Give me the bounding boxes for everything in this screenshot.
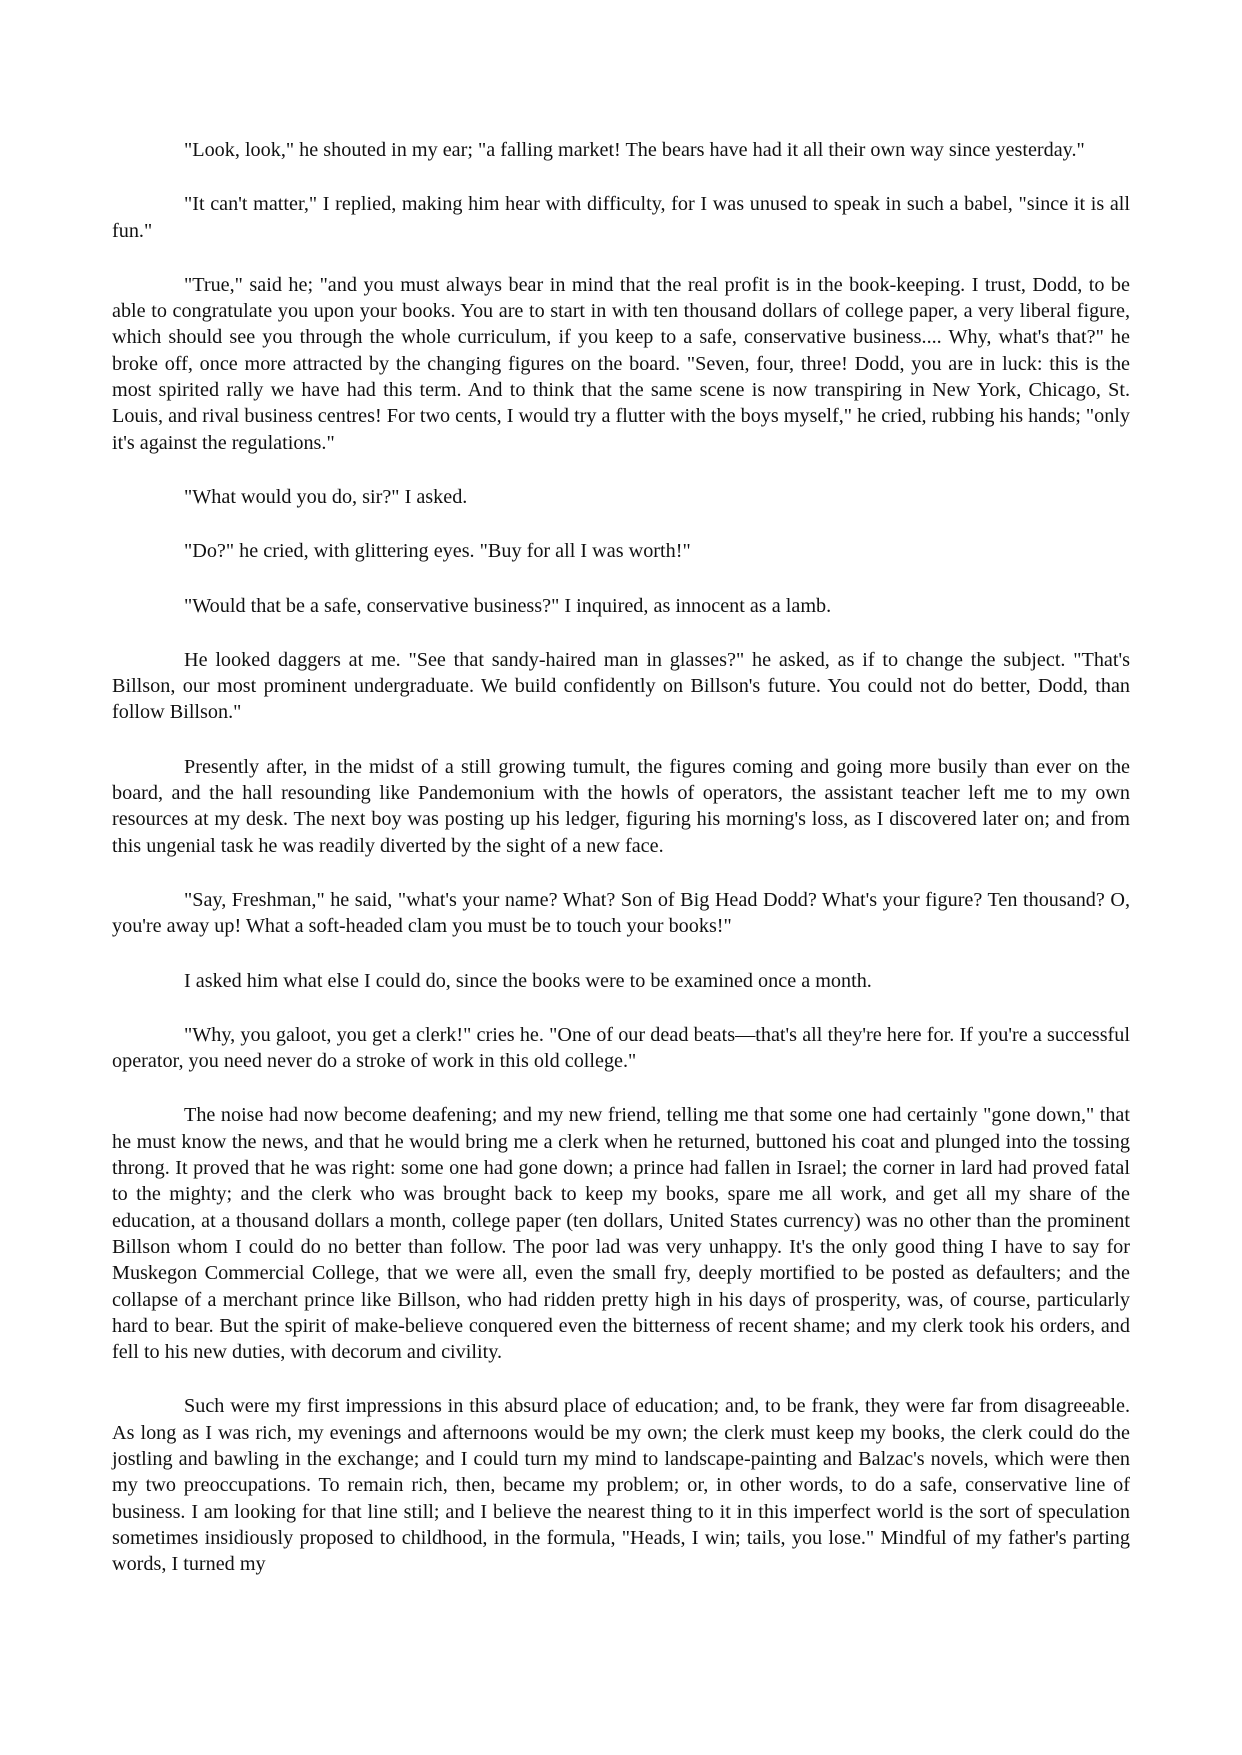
paragraph: Presently after, in the midst of a still growing tumult, the figures coming and going more busily than ever on the board, and the hall resounding like Pandemonium with the howls of operators, the assistant teacher left me to my own resources at my desk. The next boy was posting up his ledger, figuring his morning's loss, as I discovered later on; and from this ungenial task he was readily diverted by the sight of a new face. <box>112 755 1130 857</box>
paragraph: "Would that be a safe, conservative business?" I inquired, as innocent as a lamb. <box>184 594 832 617</box>
paragraph: "Why, you galoot, you get a clerk!" cries he. "One of our dead beats—that's all they're here for. If you're a successful operator, you need never do a stroke of work in this old college." <box>112 1023 1130 1073</box>
paragraph: "What would you do, sir?" I asked. <box>184 485 468 508</box>
paragraph: The noise had now become deafening; and my new friend, telling me that some one had certainly "gone down," that he must know the news, and that he would bring me a clerk when he returned, buttoned his coat and plunged into the tossing throng. It proved that he was right: some one had gone down; a prince had fallen in Israel; the corner in lard had proved fatal to the mighty; and the clerk who was brought back to keep my books, spare me all work, and get all my share of the education, at a thousand dollars a month, college paper (ten dollars, United States currency) was no other than the prominent Billson whom I could do no better than follow. The poor lad was very unhappy. It's the only good thing I have to say for Muskegon Commercial College, that we were all, even the small fry, deeply mortified to be posted as defaulters; and the collapse of a merchant prince like Billson, who had ridden pretty high in his days of prosperity, was, of course, particularly hard to bear. But the spirit of make-believe conquered even the bitterness of recent shame; and my clerk took his orders, and fell to his new duties, with decorum and civility. <box>112 1104 1130 1364</box>
paragraph: "Say, Freshman," he said, "what's your name? What? Son of Big Head Dodd? What's your figure? Ten thousand? O, you're away up! What a soft-headed clam you must be to touch your books!" <box>112 888 1130 938</box>
paragraph: "Look, look," he shouted in my ear; "a falling market! The bears have had it all their own way since yesterday." <box>184 139 1085 161</box>
paragraph: Such were my first impressions in this absurd place of education; and, to be frank, they were far from disagreeable. As long as I was rich, my evenings and afternoons would be my own; the clerk must keep my books, the clerk could do the jostling and bawling in the exchange; and I could turn my mind to landscape-painting and Balzac's novels, which were then my two preoccupations. To remain rich, then, became my problem; or, in other words, to do a safe, conservative line of business. I am looking for that line still; and I believe the nearest thing to it in this imperfect world is the sort of speculation sometimes insidiously proposed to childhood, in the formula, "Heads, I win; tails, you lose." Mindful of my father's parting words, I turned my <box>112 1395 1130 1576</box>
paragraph: "Do?" he cried, with glittering eyes. "Buy for all I was worth!" <box>184 540 691 563</box>
paragraph: He looked daggers at me. "See that sandy-haired man in glasses?" he asked, as if to change the subject. "That's Billson, our most prominent undergraduate. We build confidently on Billson's future. You could not do better, Dodd, than follow Billson." <box>112 648 1130 724</box>
paragraph: "True," said he; "and you must always bear in mind that the real profit is in the book-keeping. I trust, Dodd, to be able to congratulate you upon your books. You are to start in with ten thousand dollars of college paper, a very liberal figure, which should see you through the whole curriculum, if you keep to a safe, conservative business.... Why, what's that?" he broke off, once more attracted by the changing figures on the board. "Seven, four, three! Dodd, you are in luck: this is the most spirited rally we have had this term. And to think that the same scene is now transpiring in New York, Chicago, St. Louis, and rival business centres! For two cents, I would try a flutter with the boys myself," he cried, rubbing his hands; "only it's against the regulations." <box>112 273 1130 454</box>
paragraph: "It can't matter," I replied, making him hear with difficulty, for I was unused to speak in such a babel, "since it is all fun." <box>112 193 1130 242</box>
paragraph: I asked him what else I could do, since the books were to be examined once a month. <box>184 969 872 992</box>
document-page <box>112 137 1130 1605</box>
